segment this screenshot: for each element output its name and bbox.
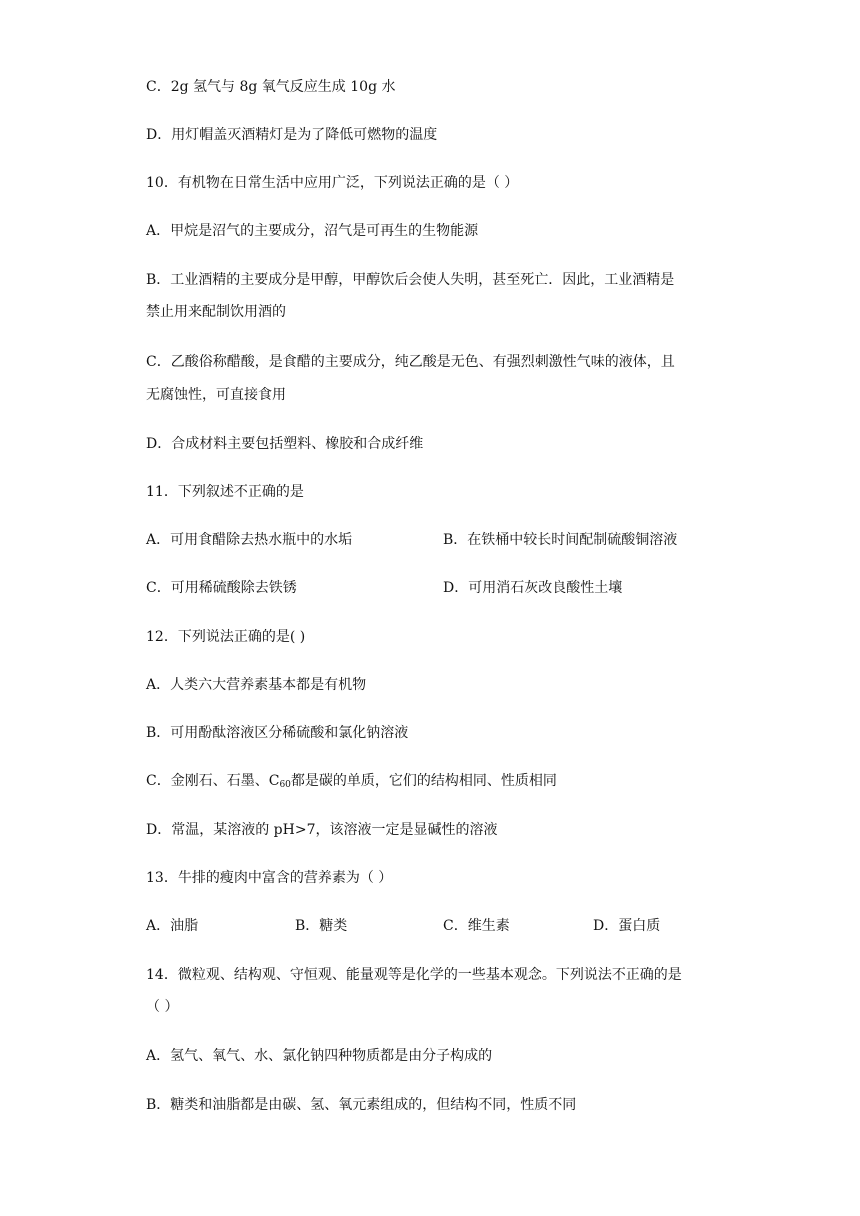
q11-option-d: D．可用消石灰改良酸性土壤 [443, 580, 623, 596]
q12-option-b: B．可用酚酞溶液区分稀硫酸和氯化钠溶液 [146, 725, 409, 741]
q12-option-c [146, 771, 557, 795]
q12-option-d: D．常温，某溶液的 pH>7，该溶液一定是显碱性的溶液 [146, 822, 498, 838]
q14-stem-line1: 14．微粒观、结构观、守恒观、能量观等是化学的一些基本观念。下列说法不正确的是 [146, 967, 682, 983]
c60-subscript: 60 [279, 780, 291, 790]
q10-option-c-line1: C．乙酸俗称醋酸，是食醋的主要成分，纯乙酸是无色、有强烈刺激性气味的液体，且 [146, 354, 675, 370]
q10-option-b-line1: B．工业酒精的主要成分是甲醇，甲醇饮后会使人失明，甚至死亡．因此，工业酒精是 [146, 272, 675, 288]
q13-option-c: C．维生素 [443, 918, 510, 934]
q13-option-b: B．糖类 [295, 918, 348, 934]
q11-option-c: C．可用稀硫酸除去铁锈 [146, 580, 297, 596]
q12-option-a: A．人类六大营养素基本都是有机物 [146, 677, 367, 693]
q11-option-a: A．可用食醋除去热水瓶中的水垢 [146, 532, 353, 548]
q10-option-d: D．合成材料主要包括塑料、橡胶和合成纤维 [146, 436, 424, 452]
q9-option-c: C．2g 氢气与 8g 氧气反应生成 10g 水 [146, 79, 396, 95]
q9-option-d: D．用灯帽盖灭酒精灯是为了降低可燃物的温度 [146, 127, 438, 143]
q11-option-b: B．在铁桶中较长时间配制硫酸铜溶液 [443, 532, 678, 548]
q10-option-a: A．甲烷是沼气的主要成分，沼气是可再生的生物能源 [146, 223, 479, 239]
q14-stem-line2: （ ） [146, 999, 179, 1015]
q12-option-c-prefix: C．金刚石、石墨、C [146, 773, 280, 789]
q14-option-b: B．糖类和油脂都是由碳、氢、氧元素组成的，但结构不同，性质不同 [146, 1097, 577, 1113]
q10-option-c-line2: 无腐蚀性，可直接食用 [146, 387, 286, 403]
q12-stem: 12．下列说法正确的是( ) [146, 629, 306, 645]
q13-option-d: D．蛋白质 [593, 918, 661, 934]
q14-option-a: A．氢气、氧气、水、氯化钠四种物质都是由分子构成的 [146, 1048, 493, 1064]
q11-stem: 11．下列叙述不正确的是 [146, 484, 304, 500]
q12-option-c-suffix: 都是碳的单质，它们的结构相同、性质相同 [290, 773, 557, 789]
q13-option-a: A．油脂 [146, 918, 199, 934]
q13-stem: 13．牛排的瘦肉中富含的营养素为（ ） [146, 870, 393, 886]
q10-stem: 10．有机物在日常生活中应用广泛，下列说法正确的是（ ） [146, 175, 519, 191]
q10-option-b-line2: 禁止用来配制饮用酒的 [146, 304, 286, 320]
